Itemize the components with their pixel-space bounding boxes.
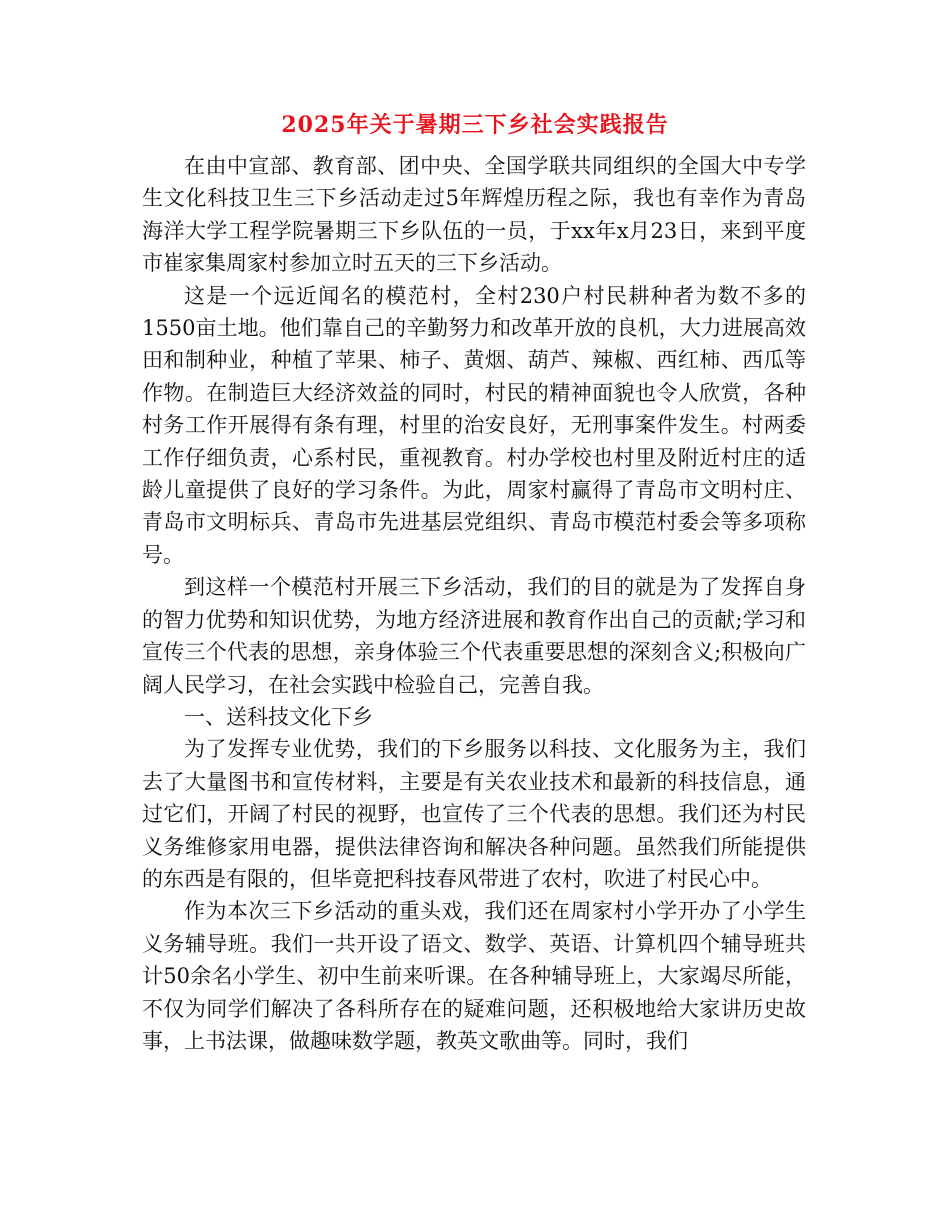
paragraph-purpose: 到这样一个模范村开展三下乡活动，我们的目的就是为了发挥自身的智力优势和知识优势，为地方经济进展和教育作出自己的贡献;学习和宣传三个代表的思想，亲身体验三个代表重要思想的深刻含义;积极向广阔人民学习，在社会实践中检验自己，完善自我。 — [142, 575, 806, 697]
document-body — [142, 150, 806, 1057]
paragraph-village: 这是一个远近闻名的模范村，全村230户村民耕种者为数不多的1550亩土地。他们靠自己的辛勤努力和改革开放的良机，大力进展高效田和制种业，种植了苹果、柿子、黄烟、葫芦、辣椒、西红柿、西瓜等作物。在制造巨大经济效益的同时，村民的精神面貌也令人欣赏，各种村务工作开展得有条有理，村里的治安良好，无刑事案件发生。村两委工作仔细负责，心系村民，重视教育。村办学校也村里及附近村庄的适龄儿童提供了良好的学习条件。为此，周家村赢得了青岛市文明村庄、青岛市文明标兵、青岛市先进基层党组织、青岛市模范村委会等多项称号。 — [142, 283, 806, 567]
document-title: 2025年关于暑期三下乡社会实践报告 — [281, 112, 669, 138]
paragraph-intro: 在由中宣部、教育部、团中央、全国学联共同组织的全国大中专学生文化科技卫生三下乡活动走过5年辉煌历程之际，我也有幸作为青岛海洋大学工程学院暑期三下乡队伍的一员，于xx年x月23日，来到平度市崔家集周家村参加立时五天的三下乡活动。 — [142, 154, 806, 276]
paragraph-tutoring: 作为本次三下乡活动的重头戏，我们还在周家村小学开办了小学生义务辅导班。我们一共开设了语文、数学、英语、计算机四个辅导班共计50余名小学生、初中生前来听课。在各种辅导班上，大家竭尽所能，不仅为同学们解决了各科所存在的疑难问题，还积极地给大家讲历史故事，上书法课，做趣味数学题，教英文歌曲等。同时，我们 — [142, 899, 806, 1053]
paragraph-science: 为了发挥专业优势，我们的下乡服务以科技、文化服务为主，我们去了大量图书和宣传材料，主要是有关农业技术和最新的科技信息，通过它们，开阔了村民的视野，也宣传了三个代表的思想。我们还为村民义务维修家用电器，提供法律咨询和解决各种问题。虽然我们所能提供的东西是有限的，但毕竟把科技春风带进了农村，吹进了村民心中。 — [142, 737, 806, 891]
section-heading: 一、送科技文化下乡 — [184, 704, 373, 729]
